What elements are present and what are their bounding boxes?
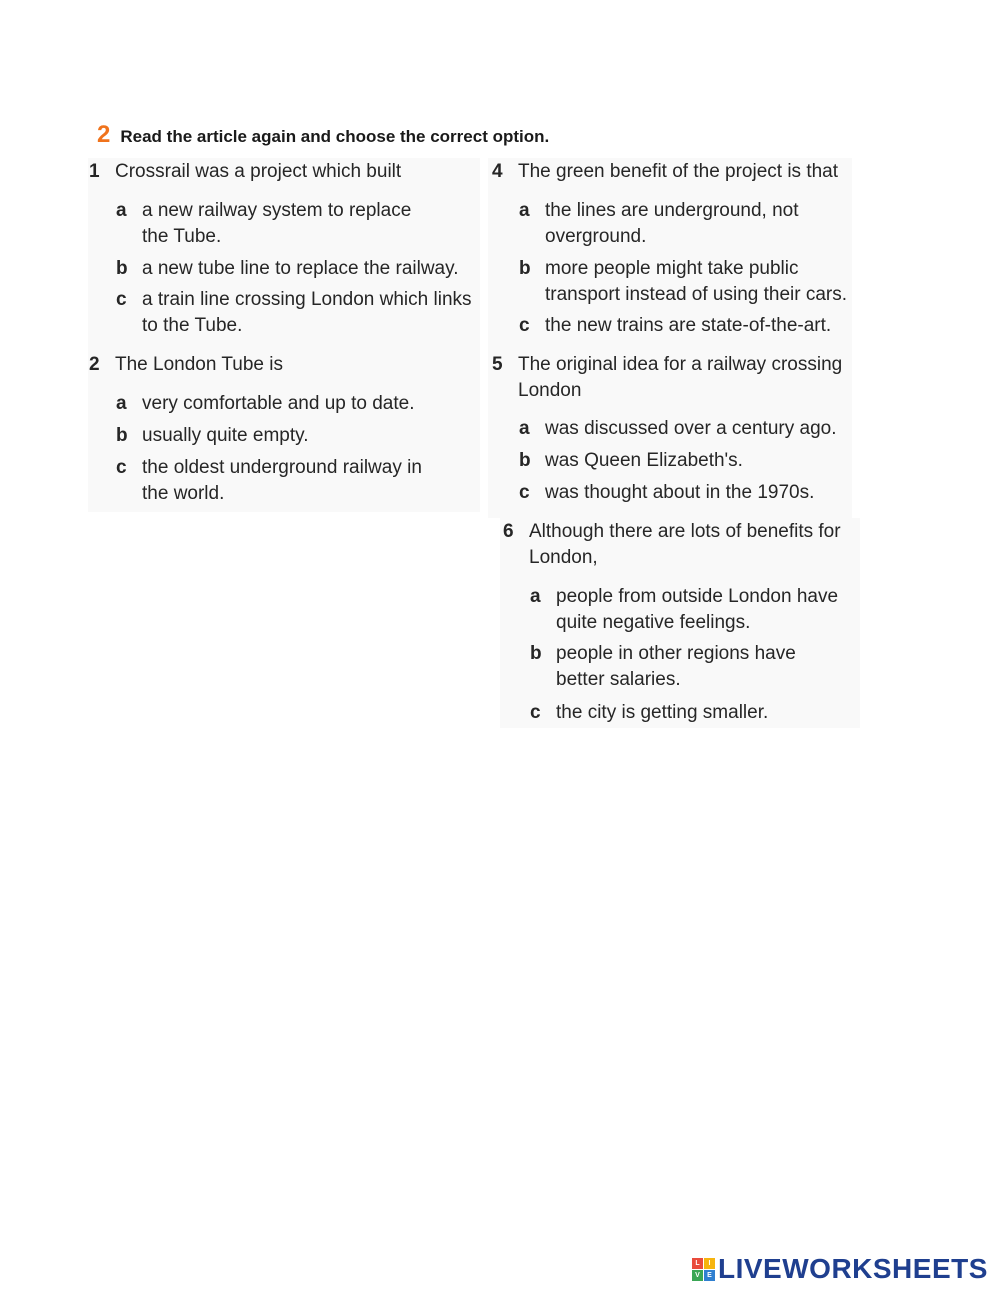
- option-text: was thought about in the 1970s.: [545, 482, 815, 503]
- option-text: transport instead of using their cars.: [545, 284, 848, 305]
- option-text: a train line crossing London which links: [142, 289, 472, 310]
- logo-tile: I: [704, 1258, 715, 1269]
- option-letter: a: [530, 586, 541, 607]
- question-number: 2: [89, 354, 100, 375]
- exercise-instruction: Read the article again and choose the correct option.: [120, 127, 550, 146]
- option-text: the Tube.: [142, 226, 222, 247]
- logo-tile: V: [692, 1270, 703, 1281]
- logo-text: LIVEWORKSHEETS: [718, 1253, 988, 1284]
- question-stem: The green benefit of the project is that: [518, 161, 839, 182]
- option-letter: a: [116, 200, 127, 221]
- question-stem: The original idea for a railway crossing: [518, 354, 843, 375]
- question-stem: Although there are lots of benefits for: [529, 521, 841, 542]
- option-letter: b: [116, 425, 128, 446]
- option-text: the world.: [142, 483, 225, 504]
- question-stem: London: [518, 380, 582, 401]
- option-text: very comfortable and up to date.: [142, 393, 415, 414]
- option-letter: c: [519, 315, 530, 336]
- option-letter: b: [116, 258, 128, 279]
- option-letter: b: [519, 258, 531, 279]
- option-text: better salaries.: [556, 669, 681, 690]
- logo-mark-icon: [692, 1258, 715, 1281]
- question-stem: London,: [529, 547, 598, 568]
- question-number: 6: [503, 521, 514, 542]
- option-text: the oldest underground railway in: [142, 457, 422, 478]
- option-letter: c: [530, 702, 541, 723]
- option-text: to the Tube.: [142, 315, 243, 336]
- option-text: usually quite empty.: [142, 425, 309, 446]
- logo-tile: L: [692, 1258, 703, 1269]
- option-letter: a: [519, 418, 530, 439]
- question-stem: The London Tube is: [115, 354, 283, 375]
- option-text: was Queen Elizabeth's.: [545, 450, 743, 471]
- option-letter: b: [530, 643, 542, 664]
- question-stem: Crossrail was a project which built: [115, 161, 402, 182]
- option-text: more people might take public: [545, 258, 799, 279]
- option-text: overground.: [545, 226, 647, 247]
- option-text: a new railway system to replace: [142, 200, 412, 221]
- option-letter: c: [116, 289, 127, 310]
- option-letter: a: [519, 200, 530, 221]
- option-text: was discussed over a century ago.: [545, 418, 837, 439]
- option-text: a new tube line to replace the railway.: [142, 258, 459, 279]
- option-letter: a: [116, 393, 127, 414]
- question-number: 5: [492, 354, 503, 375]
- option-text: the city is getting smaller.: [556, 702, 769, 723]
- option-letter: c: [519, 482, 530, 503]
- question-number: 1: [89, 161, 100, 182]
- option-letter: c: [116, 457, 127, 478]
- option-text: people in other regions have: [556, 643, 796, 664]
- exercise-number: 2: [97, 121, 111, 148]
- option-letter: b: [519, 450, 531, 471]
- question-number: 4: [492, 161, 503, 182]
- option-text: the new trains are state-of-the-art.: [545, 315, 832, 336]
- option-text: the lines are underground, not: [545, 200, 799, 221]
- exercise-heading: [97, 121, 549, 149]
- liveworksheets-logo: [692, 1254, 988, 1284]
- logo-tile: E: [704, 1270, 715, 1281]
- option-text: quite negative feelings.: [556, 612, 751, 633]
- option-text: people from outside London have: [556, 586, 839, 607]
